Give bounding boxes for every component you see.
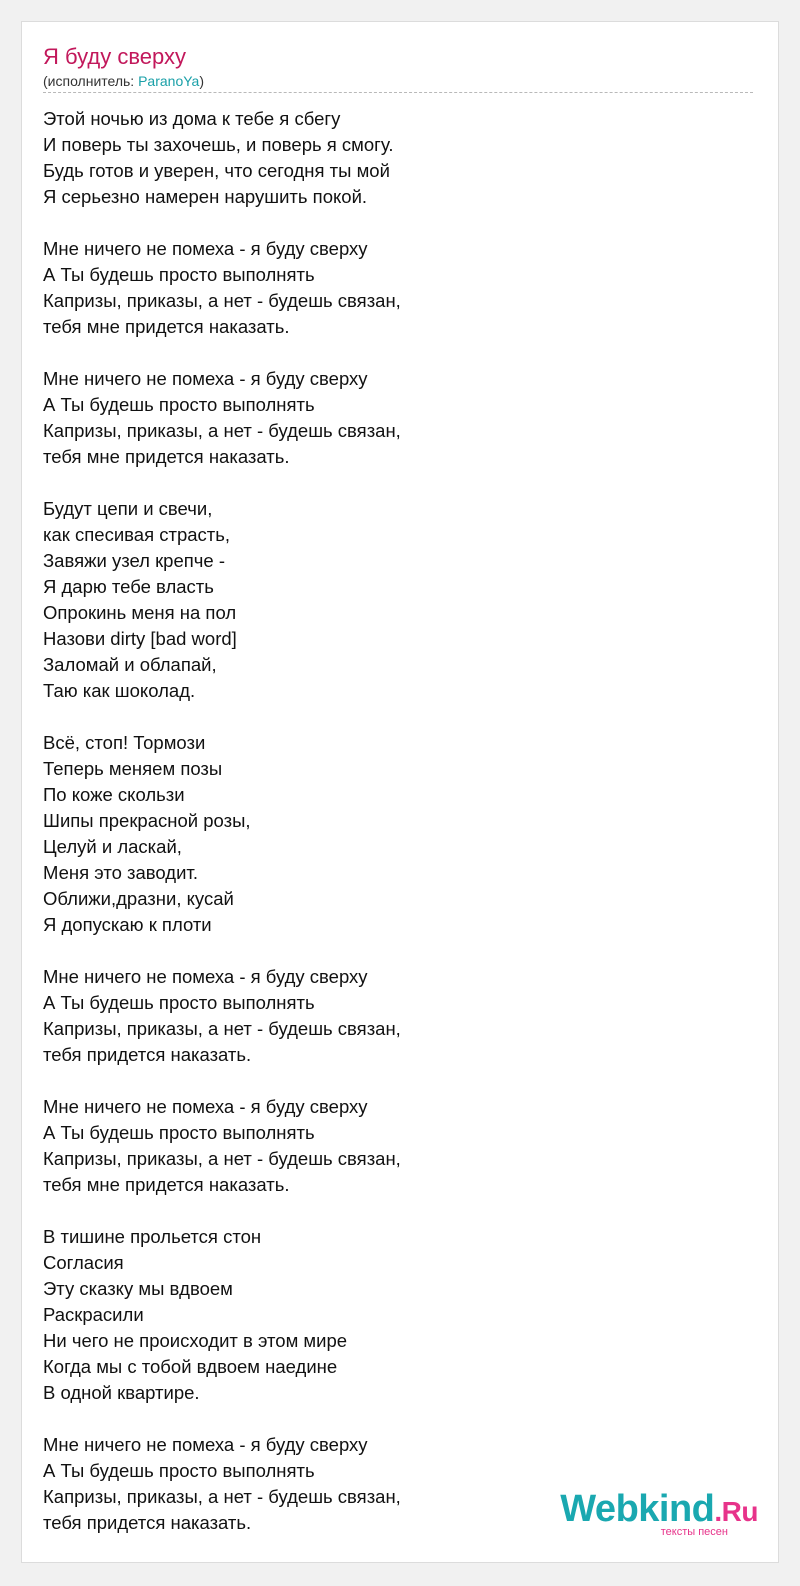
lyric-line: И поверь ты захочешь, и поверь я смогу. (43, 134, 394, 155)
lyric-line: Ни чего не происходит в этом мире (43, 1330, 348, 1351)
logo-wordmark (560, 1486, 758, 1535)
lyric-line: тебя придется наказать. (43, 1044, 252, 1065)
lyrics-stanza (43, 730, 743, 938)
lyric-line: Мне ничего не помеха - я буду сверху (43, 1434, 368, 1455)
lyric-line: тебя мне придется наказать. (43, 446, 290, 467)
lyric-line: тебя мне придется наказать. (43, 316, 290, 337)
lyric-line: Капризы, приказы, а нет - будешь связан, (43, 1148, 401, 1169)
lyric-line: Капризы, приказы, а нет - будешь связан, (43, 290, 401, 311)
lyric-line: Я дарю тебе власть (43, 576, 214, 597)
lyrics-body (43, 106, 743, 1562)
lyric-line: Я допускаю к плоти (43, 914, 212, 935)
lyric-line: А Ты будешь просто выполнять (43, 992, 315, 1013)
logo-tagline: тексты песен (660, 1526, 728, 1538)
lyric-line: Эту сказку мы вдвоем (43, 1278, 233, 1299)
lyric-line: В одной квартире. (43, 1382, 200, 1403)
artist-suffix: ) (199, 73, 204, 89)
lyric-line: Я серьезно намерен нарушить покой. (43, 186, 368, 207)
lyric-line: В тишине прольется стон (43, 1226, 262, 1247)
lyric-line: Когда мы с тобой вдвоем наедине (43, 1356, 338, 1377)
lyric-line: Целуй и ласкай, (43, 836, 182, 857)
lyric-line: Всё, стоп! Тормози (43, 732, 206, 753)
lyric-line: как спесивая страсть, (43, 524, 231, 545)
lyric-line: Мне ничего не помеха - я буду сверху (43, 966, 368, 987)
artist-line (43, 72, 204, 90)
lyric-line: Согласия (43, 1252, 124, 1273)
lyrics-stanza (43, 236, 743, 340)
lyric-line: По коже скользи (43, 784, 185, 805)
artist-prefix: (исполнитель: (43, 73, 139, 89)
lyric-line: Таю как шоколад. (43, 680, 196, 701)
lyric-line: Шипы прекрасной розы, (43, 810, 251, 831)
dashed-divider (43, 92, 753, 93)
lyric-line: Оближи,дразни, кусай (43, 888, 234, 909)
lyric-line: Меня это заводит. (43, 862, 198, 883)
lyric-line: Завяжи узел крепче - (43, 550, 226, 571)
lyrics-stanza (43, 1094, 743, 1198)
song-title: Я буду сверху (43, 44, 186, 69)
lyric-line: А Ты будешь просто выполнять (43, 264, 315, 285)
lyric-line: А Ты будешь просто выполнять (43, 1460, 315, 1481)
lyrics-card (21, 21, 779, 1563)
lyric-line: тебя придется наказать. (43, 1512, 252, 1533)
logo-word: Webkind (560, 1488, 715, 1530)
lyric-line: Заломай и облапай, (43, 654, 217, 675)
artist-link[interactable]: ParanoYa (138, 73, 200, 89)
lyric-line: Будь готов и уверен, что сегодня ты мой (43, 160, 390, 181)
lyrics-stanza (43, 1224, 743, 1406)
webkind-logo[interactable] (558, 1486, 758, 1542)
lyric-line: А Ты будешь просто выполнять (43, 394, 315, 415)
lyric-line: Раскрасили (43, 1304, 144, 1325)
lyric-line: Мне ничего не помеха - я буду сверху (43, 368, 368, 389)
lyric-line: тебя мне придется наказать. (43, 1174, 290, 1195)
logo-tld: .Ru (714, 1496, 758, 1527)
lyric-line: Мне ничего не помеха - я буду сверху (43, 1096, 368, 1117)
lyric-line: Мне ничего не помеха - я буду сверху (43, 238, 368, 259)
lyrics-stanza (43, 106, 743, 210)
lyric-line: Капризы, приказы, а нет - будешь связан, (43, 1018, 401, 1039)
lyric-line: Опрокинь меня на пол (43, 602, 237, 623)
lyric-line: Назови dirty [bad word] (43, 628, 237, 649)
lyric-line: А Ты будешь просто выполнять (43, 1122, 315, 1143)
lyric-line: Будут цепи и свечи, (43, 498, 213, 519)
lyrics-stanza (43, 496, 743, 704)
lyric-line: Этой ночью из дома к тебе я сбегу (43, 108, 341, 129)
lyric-line: Капризы, приказы, а нет - будешь связан, (43, 1486, 401, 1507)
lyrics-stanza (43, 964, 743, 1068)
lyric-line: Капризы, приказы, а нет - будешь связан, (43, 420, 401, 441)
lyric-line: Теперь меняем позы (43, 758, 223, 779)
lyrics-stanza (43, 366, 743, 470)
